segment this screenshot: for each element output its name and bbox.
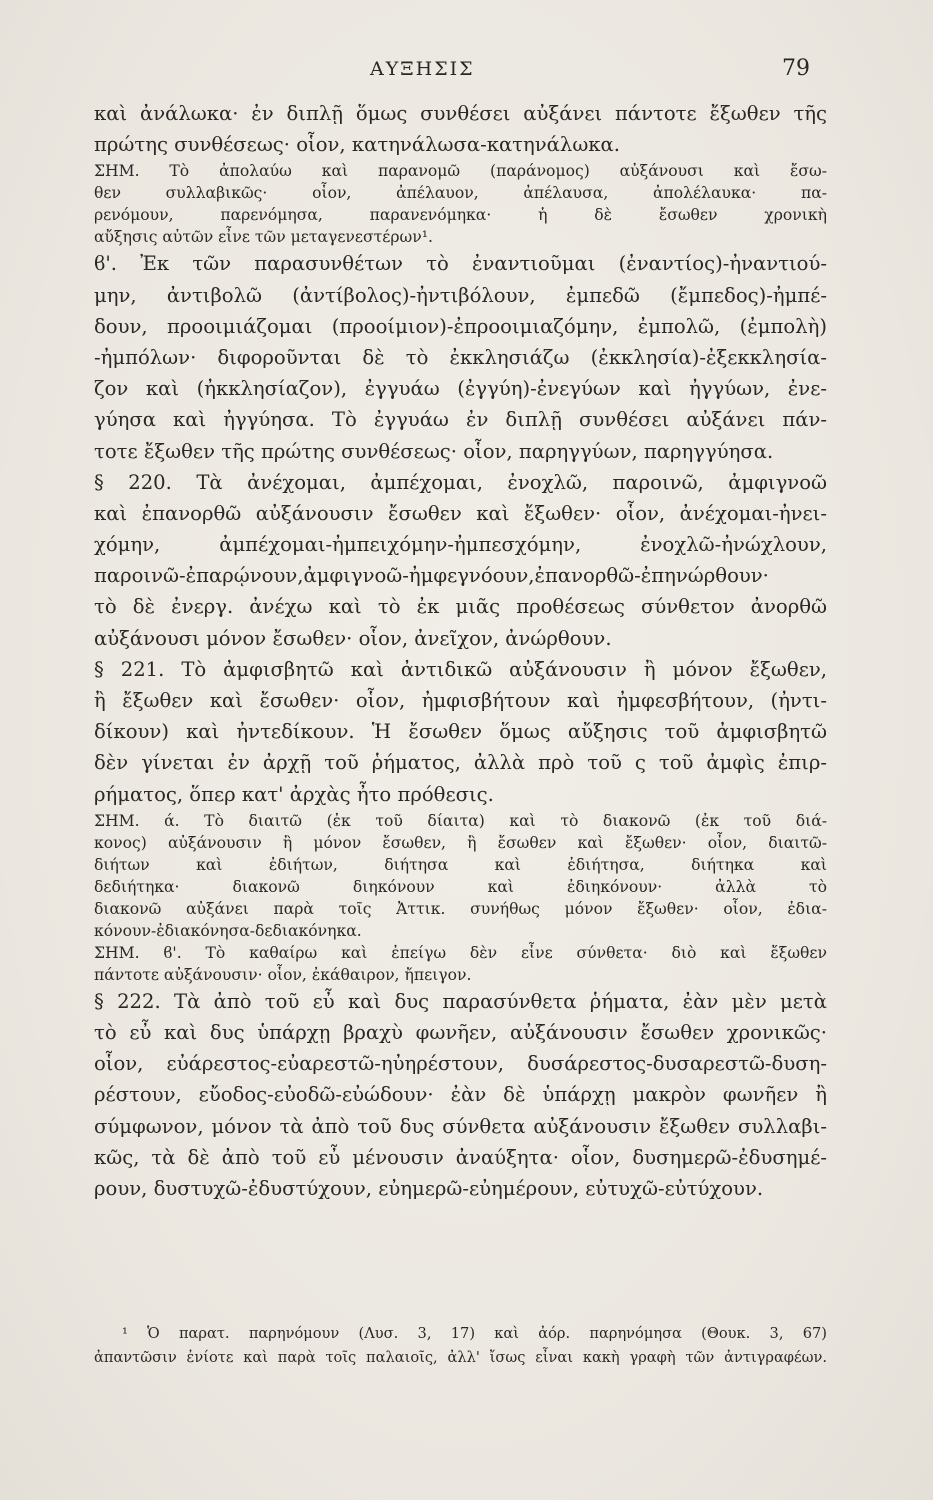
text-line: ρουν, δυστυχῶ-ἐδυστύχουν, εὐημερῶ-εὐημέρουν, εὐτυχῶ-εὐτύχουν. [94, 1176, 764, 1200]
text-line: δὲν γίνεται ἐν ἀρχῇ τοῦ ῥήματος, ἀλλὰ πρὸ τοῦ ς τοῦ ἀμφὶς ἐπιρ- [94, 751, 827, 775]
text-line: θεν συλλαβικῶς· οἷον, ἀπέλαυον, ἀπέλαυσα, ἀπολέλαυκα· πα- [94, 184, 827, 203]
page-number: 79 [782, 56, 810, 81]
text-line: δουν, προοιμιάζομαι (προοίμιον)-ἐπροοιμιαζόμην, ἐμπολῶ, (ἐμπολὴ) [94, 314, 827, 338]
text-line: § 221. Τὸ ἀμφισβητῶ καὶ ἀντιδικῶ αὐξάνουσιν ἢ μόνον ἔξωθεν, [94, 657, 827, 681]
text-line: κόνουν-ἐδιακόνησα-δεδιακόνηκα. [94, 921, 362, 940]
text-line: ρέστουν, εὔοδος-εὐοδῶ-εὐώδουν· ἐὰν δὲ ὑπάρχῃ μακρὸν φωνῆεν ἢ [94, 1083, 827, 1107]
text-line: γύησα καὶ ἠγγύησα. Τὸ ἐγγυάω ἐν διπλῇ συνθέσει αὐξάνει πάν- [94, 408, 827, 432]
text-line: δίκουν) καὶ ἠντεδίκουν. Ἡ ἔσωθεν ὅμως αὔξησις τοῦ ἀμφισβητῶ [94, 720, 827, 744]
text-line: δεδιήτηκα· διακονῶ διηκόνουν καὶ ἐδιηκόνουν· ἀλλὰ τὸ [94, 877, 827, 896]
text-line: καὶ ἀνάλωκα· ἐν διπλῇ ὅμως συνθέσει αὐξάνει πάντοτε ἔξωθεν τῆς [94, 102, 827, 125]
text-line: κονος) αὐξάνουσιν ἢ μόνον ἔσωθεν, ἢ ἔσωθεν καὶ ἔξωθεν· οἷον, διαιτῶ- [94, 833, 827, 852]
text-line: τοτε ἔξωθεν τῆς πρώτης συνθέσεως· οἷον, παρηγγύων, παρηγγύησα. [94, 439, 774, 463]
text-line: § 220. Τὰ ἀνέχομαι, ἀμπέχομαι, ἐνοχλῶ, παροινῶ, ἀμφιγνοῶ [94, 470, 827, 494]
text-line: ρενόμουν, παρενόμησα, παρανενόμηκα· ἡ δὲ ἔσωθεν χρονικὴ [94, 206, 827, 225]
text-line: ΣΗΜ. Τὸ ἀπολαύω καὶ παρανομῶ (παράνομος) αὐξάνουσι καὶ ἔσω- [94, 162, 827, 181]
text-line: κῶς, τὰ δὲ ἀπὸ τοῦ εὖ μένουσιν ἀναύξητα· οἷον, δυσημερῶ-ἐδυσημέ- [94, 1145, 827, 1169]
text-line: καὶ ἐπανορθῶ αὐξάνουσιν ἔσωθεν καὶ ἔξωθεν· οἷον, ἀνέχομαι-ἠνει- [94, 501, 827, 525]
body-text [94, 98, 827, 1204]
footnote-line: ἀπαντῶσιν ἐνίοτε καὶ παρὰ τοῖς παλαιοῖς, ἀλλ' ἴσως εἶναι κακὴ γραφὴ τῶν ἀντιγραφέων. [94, 1349, 827, 1366]
text-line: ρήματος, ὅπερ κατ' ἀρχὰς ἦτο πρόθεσις. [94, 782, 494, 806]
text-line: πρώτης συνθέσεως· οἷον, κατηνάλωσα-κατηνάλωκα. [94, 133, 620, 157]
text-line: οἷον, εὐάρεστος-εὐαρεστῶ-ηὐηρέστουν, δυσάρεστος-δυσαρεστῶ-δυση- [94, 1052, 827, 1076]
text-line: παροινῶ-ἐπαρῴνουν,ἀμφιγνοῶ-ἠμφεγνόουν,ἐπανορθῶ-ἐπηνώρθουν· [94, 564, 769, 588]
text-line: ζον καὶ (ἠκκλησίαζον), ἐγγυάω (ἐγγύη)-ἐνεγύων καὶ ἠγγύων, ἐνε- [94, 377, 827, 401]
text-line: πάντοτε αὐξάνουσιν· οἷον, ἐκάθαιρον, ἤπειγον. [94, 965, 472, 984]
text-line: τὸ εὖ καὶ δυς ὑπάρχῃ βραχὺ φωνῆεν, αὐξάνουσιν ἔσωθεν χρονικῶς· [94, 1020, 827, 1044]
running-head [0, 58, 933, 88]
text-line: ϐ'. Ἐκ τῶν παρασυνθέτων τὸ ἐναντιοῦμαι (ἐναντίος)-ἠναντιού- [94, 252, 827, 276]
text-line: § 222. Τὰ ἀπὸ τοῦ εὖ καὶ δυς παρασύνθετα ῥήματα, ἐὰν μὲν μετὰ [94, 989, 827, 1013]
text-line: χόμην, ἀμπέχομαι-ἠμπειχόμην-ἠμπεσχόμην, ἐνοχλῶ-ἠνώχλουν, [94, 533, 827, 557]
footnote-line: ¹ Ὁ παρατ. παρηνόμουν (Λυσ. 3, 17) καὶ ἀόρ. παρηνόμησα (Θουκ. 3, 67) [122, 1325, 827, 1342]
text-line: μην, ἀντιβολῶ (ἀντίβολος)-ἠντιβόλουν, ἐμπεδῶ (ἔμπεδος)-ἠμπέ- [94, 283, 827, 307]
text-line: -ἠμπόλων· διφοροῦνται δὲ τὸ ἐκκλησιάζω (ἐκκλησία)-ἐξεκκλησία- [94, 345, 827, 369]
text-line: ΣΗΜ. ϐ'. Τὸ καθαίρω καὶ ἐπείγω δὲν εἶνε σύνθετα· διὸ καὶ ἔξωθεν [94, 943, 827, 962]
text-line: αὔξησις αὐτῶν εἶνε τῶν μεταγενεστέρων¹. [94, 228, 433, 247]
text-line: ΣΗΜ. ά. Τὸ διαιτῶ (ἐκ τοῦ δίαιτα) καὶ τὸ διακονῶ (ἐκ τοῦ διά- [94, 811, 827, 830]
text-line: αὐξάνουσι μόνον ἔσωθεν· οἷον, ἀνεῖχον, ἀνώρθουν. [94, 626, 612, 650]
footnotes [94, 1322, 827, 1370]
text-line: διακονῶ αὐξάνει παρὰ τοῖς Ἀττικ. συνήθως μόνον ἔξωθεν· οἷον, ἐδια- [94, 899, 827, 918]
text-line: σύμφωνον, μόνον τὰ ἀπὸ τοῦ δυς σύνθετα αὐξάνουσιν ἔξωθεν συλλαβι- [94, 1114, 827, 1138]
text-line: ἢ ἔξωθεν καὶ ἔσωθεν· οἷον, ἠμφισβήτουν καὶ ἠμφεσβήτουν, (ἠντι- [94, 689, 827, 712]
text-line: διήτων καὶ ἐδιήτων, διήτησα καὶ ἐδιήτησα, διήτηκα καὶ [94, 855, 827, 874]
text-line: τὸ δὲ ἐνεργ. ἀνέχω καὶ τὸ ἐκ μιᾶς προθέσεως σύνθετον ἀνορθῶ [94, 595, 827, 619]
running-title: ΑΥΞΗΣΙΣ [370, 58, 475, 80]
